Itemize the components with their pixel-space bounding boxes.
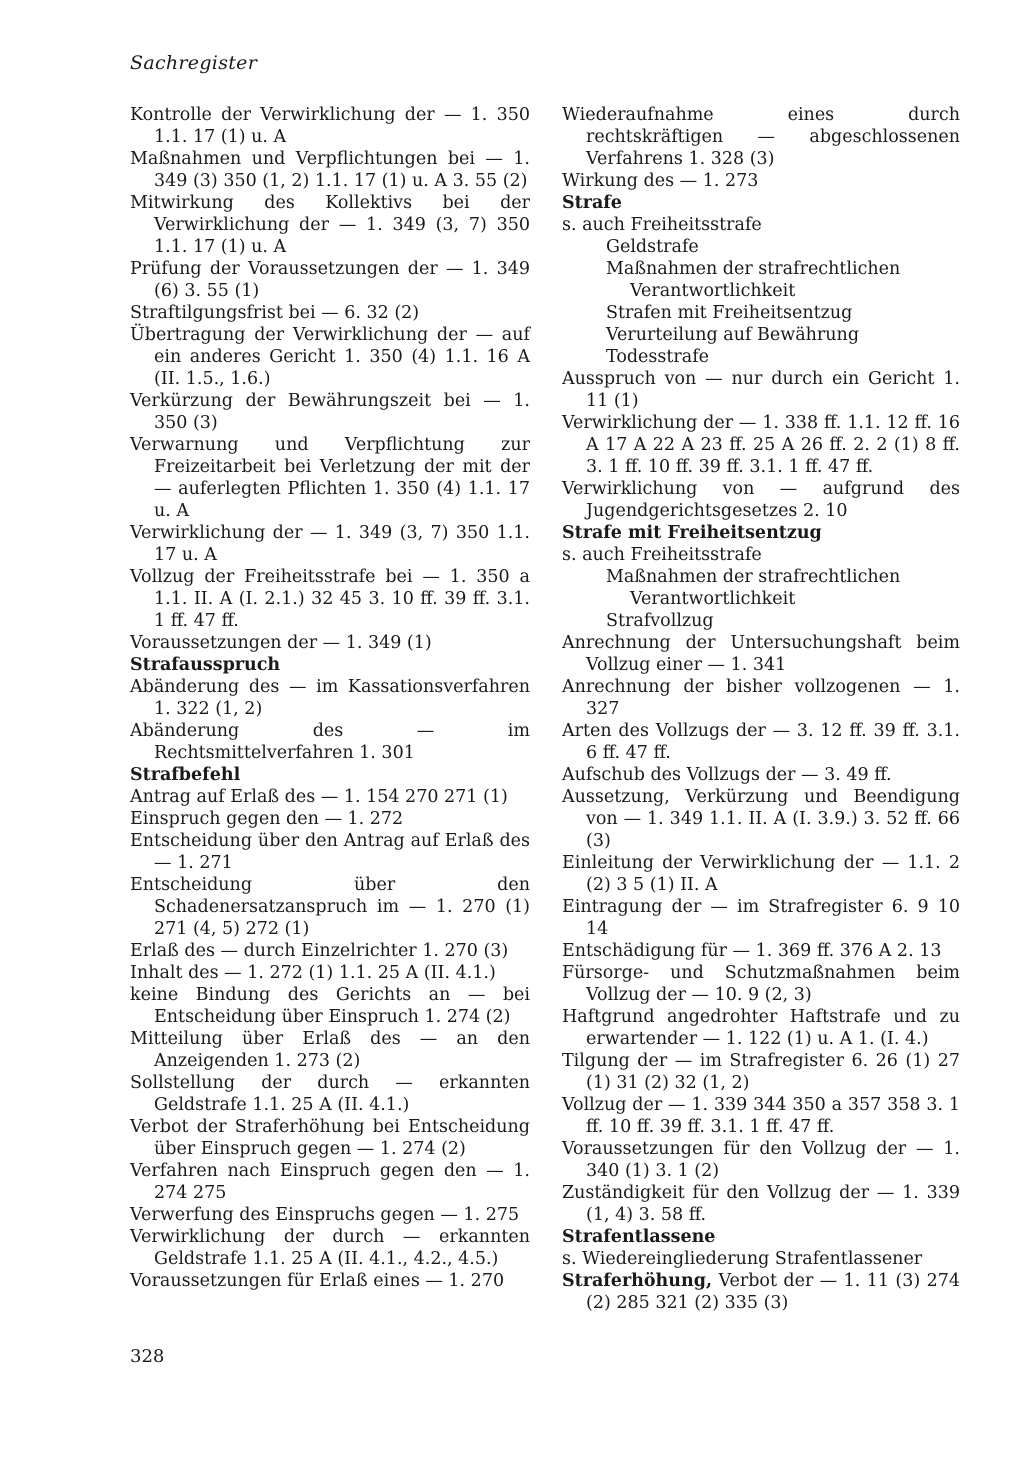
index-entry: Eintragung der — im Strafregister 6. 9 10 14	[562, 897, 960, 939]
index-heading-entry	[562, 1270, 960, 1314]
index-entry: Einleitung der Verwirklichung der — 1.1. 2 (2) 3 5 (1) II. A	[562, 853, 960, 895]
index-entry: Kontrolle der Verwirklichung der — 1. 350 1.1. 17 (1) u. A	[130, 105, 530, 147]
index-entry: Verwirklichung der — 1. 338 ff. 1.1. 12 ff. 16 A 17 A 22 A 23 ff. 25 A 26 ff. 2. 2 (1) 8 ff. 3. 1 ff. 10 ff. 39 ff. 3.1. 1 ff. 47 ff.	[562, 413, 960, 477]
index-entry: Verwarnung und Verpflichtung zur Freizeitarbeit bei Verletzung der mit der — auferlegten Pflichten 1. 350 (4) 1.1. 17 u. A	[130, 435, 530, 521]
index-entry: Einspruch gegen den — 1. 272	[130, 809, 404, 829]
index-column-right	[562, 104, 960, 1314]
index-entry: Erlaß des — durch Einzelrichter 1. 270 (3)	[130, 941, 509, 961]
index-entry: Abänderung des — im Rechtsmittelverfahren 1. 301	[130, 721, 530, 763]
index-entry-text: Verbot der — 1. 11 (3) 274 (2) 285 321 (2) 335 (3)	[586, 1271, 960, 1313]
index-entry: Antrag auf Erlaß des — 1. 154 270 271 (1)	[130, 787, 508, 807]
index-entry: Verwirklichung der — 1. 349 (3, 7) 350 1.1. 17 u. A	[130, 523, 530, 565]
index-entry: Voraussetzungen für Erlaß eines — 1. 270	[130, 1271, 505, 1291]
page-number: 328	[130, 1346, 165, 1367]
index-entry: Entschädigung für — 1. 369 ff. 376 A 2. 13	[562, 941, 942, 961]
index-heading: Strafbefehl	[130, 765, 241, 785]
see-also-item: Strafen mit Freiheitsentzug	[606, 303, 853, 323]
index-entry: Aussetzung, Verkürzung und Beendigung von — 1. 349 1.1. II. A (I. 3.9.) 3. 52 ff. 66 (3)	[562, 787, 960, 851]
index-entry: Prüfung der Voraussetzungen der — 1. 349 (6) 3. 55 (1)	[130, 259, 530, 301]
index-entry: Mitteilung über Erlaß des — an den Anzeigenden 1. 273 (2)	[130, 1029, 530, 1071]
index-entry: Verwirklichung der durch — erkannten Geldstrafe 1.1. 25 A (II. 4.1., 4.2., 4.5.)	[130, 1227, 530, 1269]
index-entry: Sollstellung der durch — erkannten Geldstrafe 1.1. 25 A (II. 4.1.)	[130, 1073, 530, 1115]
index-heading: Strafe	[562, 193, 622, 213]
index-heading: Strafausspruch	[130, 655, 281, 675]
index-entry: Maßnahmen und Verpflichtungen bei — 1. 349 (3) 350 (1, 2) 1.1. 17 (1) u. A 3. 55 (2)	[130, 149, 530, 191]
index-entry: Entscheidung über den Schadenersatzanspruch im — 1. 270 (1) 271 (4, 5) 272 (1)	[130, 875, 530, 939]
see-also-item: Todesstrafe	[606, 347, 710, 367]
index-entry: Haftgrund angedrohter Haftstrafe und zu erwartender — 1. 122 (1) u. A 1. (I. 4.)	[562, 1007, 960, 1049]
see-also-reference: s. auch Freiheitsstrafe	[562, 215, 762, 235]
index-entry: Arten des Vollzugs der — 3. 12 ff. 39 ff. 3.1. 6 ff. 47 ff.	[562, 721, 960, 763]
index-entry: Zuständigkeit für den Vollzug der — 1. 339 (1, 4) 3. 58 ff.	[562, 1183, 960, 1225]
index-entry: Wiederaufnahme eines durch rechtskräftigen — abgeschlossenen Verfahrens 1. 328 (3)	[562, 105, 960, 169]
see-also-item: Geldstrafe	[606, 237, 699, 257]
index-entry: Verfahren nach Einspruch gegen den — 1. 274 275	[130, 1161, 530, 1203]
index-entry: Voraussetzungen der — 1. 349 (1)	[130, 633, 432, 653]
see-also-item: Maßnahmen der strafrechtlichen Verantwortlichkeit	[606, 567, 901, 609]
index-entry: Mitwirkung des Kollektivs bei der Verwirklichung der — 1. 349 (3, 7) 350 1.1. 17 (1) u. A	[130, 193, 530, 257]
see-also-reference: s. Wiedereingliederung Strafentlassener	[562, 1249, 923, 1269]
index-entry: Verwirklichung von — aufgrund des Jugendgerichtsgesetzes 2. 10	[562, 479, 960, 521]
index-entry: Entscheidung über den Antrag auf Erlaß des — 1. 271	[130, 831, 530, 873]
index-entry: Vollzug der Freiheitsstrafe bei — 1. 350 a 1.1. II. A (I. 2.1.) 32 45 3. 10 ff. 39 ff. 3.1. 1 ff. 47 ff.	[130, 567, 530, 631]
index-column-left	[130, 104, 530, 1292]
index-entry: Übertragung der Verwirklichung der — auf ein anderes Gericht 1. 350 (4) 1.1. 16 A (II. 1.5., 1.6.)	[130, 325, 530, 389]
index-entry: Aufschub des Vollzugs der — 3. 49 ff.	[562, 765, 892, 785]
index-entry: keine Bindung des Gerichts an — bei Entscheidung über Einspruch 1. 274 (2)	[130, 985, 530, 1027]
index-entry: Inhalt des — 1. 272 (1) 1.1. 25 A (II. 4.1.)	[130, 963, 496, 983]
index-heading: Strafentlassene	[562, 1227, 716, 1247]
index-entry: Tilgung der — im Strafregister 6. 26 (1) 27 (1) 31 (2) 32 (1, 2)	[562, 1051, 960, 1093]
index-entry: Voraussetzungen für den Vollzug der — 1. 340 (1) 3. 1 (2)	[562, 1139, 960, 1181]
index-entry: Anrechnung der bisher vollzogenen — 1. 327	[562, 677, 960, 719]
index-entry: Ausspruch von — nur durch ein Gericht 1. 11 (1)	[562, 369, 960, 411]
index-entry: Anrechnung der Untersuchungshaft beim Vollzug einer — 1. 341	[562, 633, 960, 675]
see-also-item: Verurteilung auf Bewährung	[606, 325, 860, 345]
index-entry: Wirkung des — 1. 273	[562, 171, 759, 191]
index-entry: Straftilgungsfrist bei — 6. 32 (2)	[130, 303, 420, 323]
see-also-item: Maßnahmen der strafrechtlichen Verantwortlichkeit	[606, 259, 901, 301]
index-entry: Vollzug der — 1. 339 344 350 a 357 358 3. 1 ff. 10 ff. 39 ff. 3.1. 1 ff. 47 ff.	[562, 1095, 960, 1137]
index-heading: Straferhöhung,	[562, 1271, 713, 1291]
index-entry: Fürsorge- und Schutzmaßnahmen beim Vollzug der — 10. 9 (2, 3)	[562, 963, 960, 1005]
index-entry: Verkürzung der Bewährungszeit bei — 1. 350 (3)	[130, 391, 530, 433]
see-also-item: Strafvollzug	[606, 611, 714, 631]
see-also-reference: s. auch Freiheitsstrafe	[562, 545, 762, 565]
index-entry: Abänderung des — im Kassationsverfahren 1. 322 (1, 2)	[130, 677, 530, 719]
index-entry: Verwerfung des Einspruchs gegen — 1. 275	[130, 1205, 520, 1225]
index-entry: Verbot der Straferhöhung bei Entscheidung über Einspruch gegen — 1. 274 (2)	[130, 1117, 530, 1159]
page-header: Sachregister	[130, 52, 258, 74]
index-heading: Strafe mit Freiheitsentzug	[562, 523, 822, 543]
